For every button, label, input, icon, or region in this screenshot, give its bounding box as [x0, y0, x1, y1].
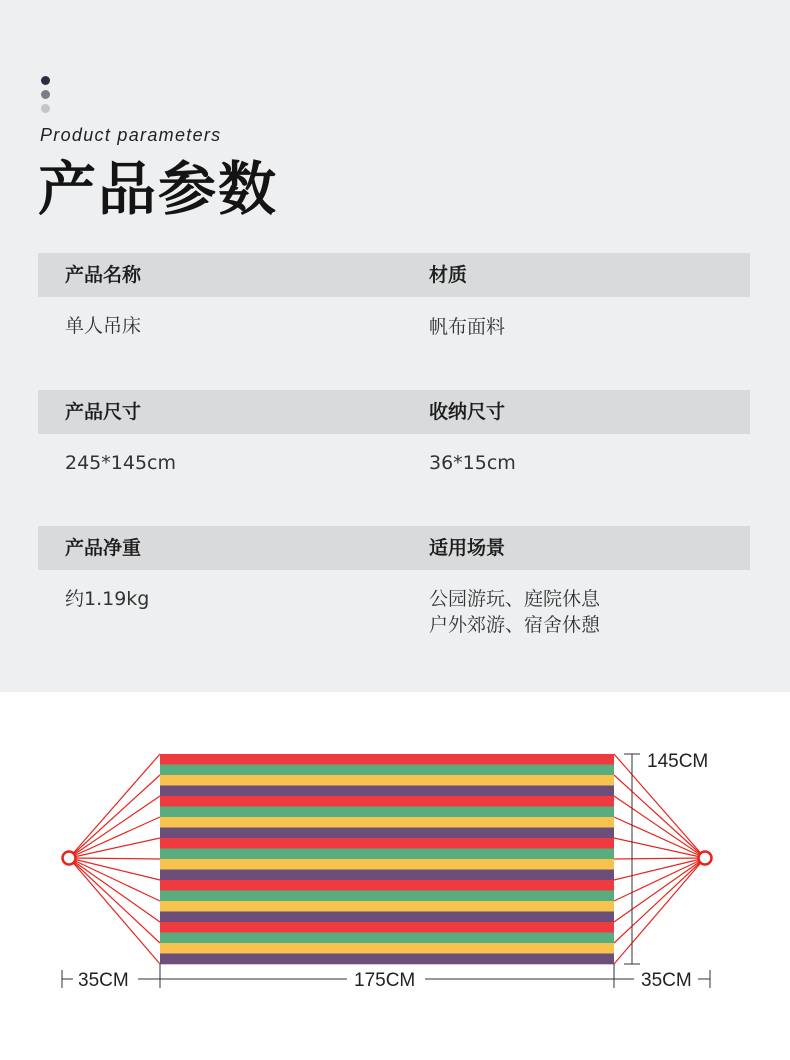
rope-line: [69, 858, 160, 964]
hammock-illustration: [0, 692, 790, 1056]
rope-line: [69, 858, 160, 901]
rope-line: [69, 858, 160, 943]
fabric-stripe: [160, 807, 614, 818]
fabric-stripe: [160, 933, 614, 944]
right-ring-icon: [699, 852, 712, 865]
param-label: 产品名称: [65, 264, 142, 286]
rope-line: [614, 858, 705, 964]
param-value: 单人吊床: [65, 315, 142, 337]
fabric-stripe: [160, 775, 614, 786]
left-ring-icon: [63, 852, 76, 865]
left-length-label: 35CM: [78, 970, 129, 991]
fabric-stripe: [160, 765, 614, 776]
section-title: 产品参数: [38, 155, 279, 223]
param-label: 产品尺寸: [65, 401, 142, 423]
hammock-fabric: [160, 754, 614, 964]
rope-line: [614, 858, 705, 901]
rope-line: [69, 858, 160, 880]
rope-line: [614, 858, 705, 880]
decor-dot-3: [41, 104, 50, 113]
fabric-stripe: [160, 786, 614, 797]
fabric-stripe: [160, 796, 614, 807]
fabric-stripe: [160, 817, 614, 828]
param-value: 帆布面料: [429, 316, 506, 338]
fabric-stripe: [160, 943, 614, 954]
rope-line: [69, 858, 160, 922]
hammock-size-diagram: [0, 692, 790, 1056]
param-value: 36*15cm: [429, 452, 516, 474]
fabric-stripe: [160, 912, 614, 923]
fabric-stripe: [160, 849, 614, 860]
rope-line: [614, 858, 705, 922]
param-label: 产品净重: [65, 537, 142, 559]
param-label: 适用场景: [429, 537, 506, 559]
rope-line: [614, 817, 705, 858]
middle-length-label: 175CM: [354, 970, 416, 991]
param-header-row-3: [38, 526, 750, 570]
rope-line: [69, 858, 160, 859]
rope-line: [614, 775, 705, 858]
fabric-stripe: [160, 922, 614, 933]
rope-line: [69, 775, 160, 858]
section-subtitle: Product parameters: [40, 125, 222, 145]
fabric-stripe: [160, 754, 614, 765]
fabric-stripe: [160, 859, 614, 870]
param-value: 约1.19kg: [65, 588, 150, 610]
fabric-stripe: [160, 838, 614, 849]
fabric-stripe: [160, 901, 614, 912]
fabric-stripe: [160, 891, 614, 902]
decor-dot-2: [41, 90, 50, 99]
param-header-row-2: [38, 390, 750, 434]
fabric-stripe: [160, 880, 614, 891]
param-label: 收纳尺寸: [429, 401, 506, 423]
rope-line: [614, 858, 705, 859]
fabric-stripe: [160, 954, 614, 965]
fabric-stripe: [160, 828, 614, 839]
rope-line: [614, 858, 705, 943]
param-value: 245*145cm: [65, 452, 176, 474]
param-label: 材质: [429, 264, 468, 286]
rope-line: [69, 817, 160, 858]
decor-dot-1: [41, 76, 50, 85]
height-label: 145CM: [647, 751, 709, 772]
param-value: 公园游玩、庭院休息: [429, 588, 601, 610]
fabric-stripe: [160, 870, 614, 881]
param-header-row-1: [38, 253, 750, 297]
right-length-label: 35CM: [641, 970, 692, 991]
param-value: 户外郊游、宿舍休憩: [429, 614, 601, 636]
